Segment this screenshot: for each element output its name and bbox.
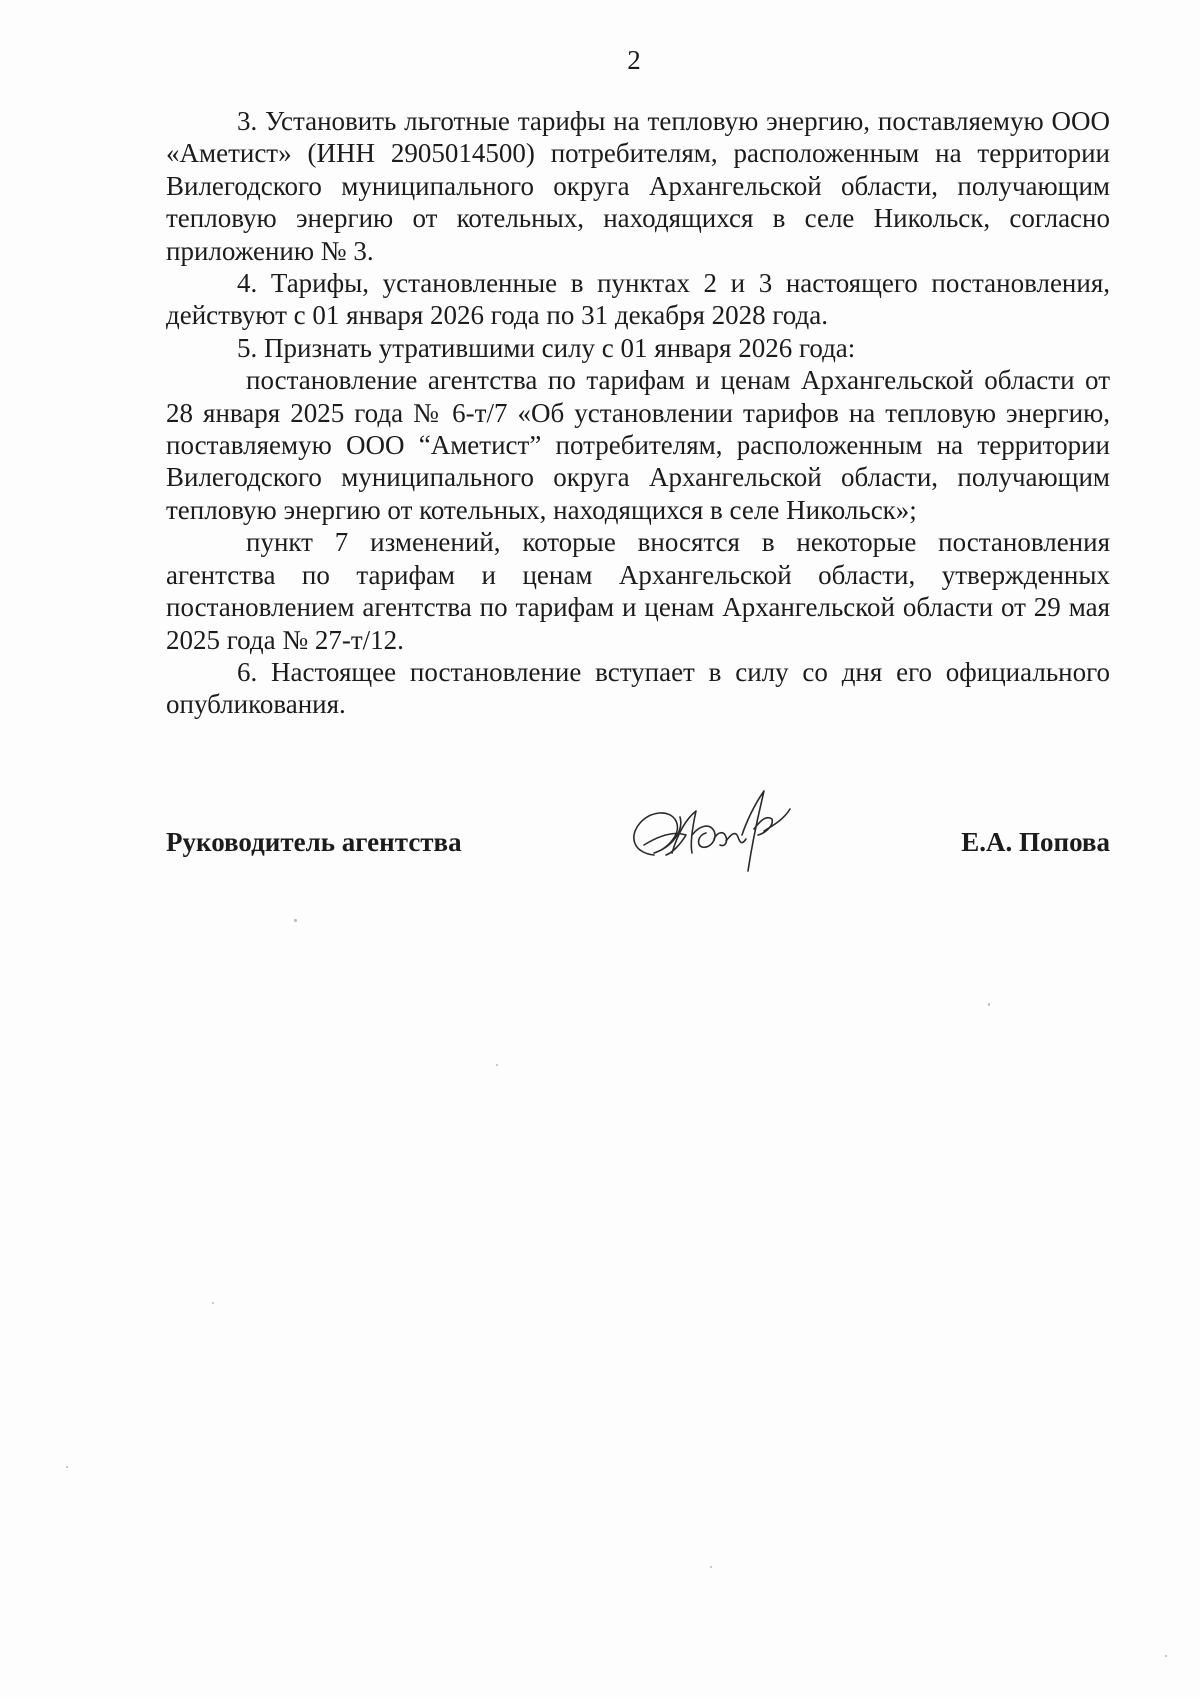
paragraph-item-6: 6. Настоящее постановление вступает в силу со дня его официального опубликования. (166, 656, 1110, 720)
scan-speck (496, 1064, 498, 1066)
scan-speck (212, 1302, 214, 1304)
signatory-title: Руководитель агентства (166, 827, 462, 857)
scan-speck (1165, 1655, 1167, 1657)
scan-speck (66, 1466, 68, 1468)
paragraph-repealed-clause: пункт 7 изменений, которые вносятся в некоторые постановления агентства по тарифам и ценам Архангельской области, утвержденных постановлением агентства по тарифам и ценам Архангельской области от 29 мая 2025 года № 27-т/12. (166, 527, 1110, 655)
scan-speck (710, 1566, 712, 1568)
document-body (166, 105, 1110, 721)
handwritten-signature (614, 775, 804, 885)
signature-block (166, 815, 1110, 875)
paragraph-item-5: 5. Признать утратившими силу с 01 января 2026 года: (237, 332, 856, 363)
page-number: 2 (627, 45, 641, 75)
paragraph-repealed-resolution: постановление агентства по тарифам и ценам Архангельской области от 28 января 2025 года № 6-т/7 «Об установлении тарифов на тепловую энергию, поставляемую ООО “Аметист” потребителям, расположенным на территории Вилегодского муниципального округа Архангельской области, получающим тепловую энергию от котельных, находящихся в селе Никольск»; (166, 365, 1110, 525)
signatory-name: Е.А. Попова (961, 827, 1110, 857)
scan-speck (294, 919, 297, 922)
paragraph-item-4: 4. Тарифы, установленные в пунктах 2 и 3 настоящего постановления, действуют с 01 января 2026 года по 31 декабря 2028 года. (166, 268, 1110, 331)
scan-speck (988, 1003, 990, 1006)
paragraph-item-3: 3. Установить льготные тарифы на тепловую энергию, поставляемую ООО «Аметист» (ИНН 2905014500) потребителям, расположенным на территории Вилегодского муниципального округа Архангельской области, получающим тепловую энергию от котельных, находящихся в селе Никольск, согласно приложению № 3. (166, 106, 1110, 266)
